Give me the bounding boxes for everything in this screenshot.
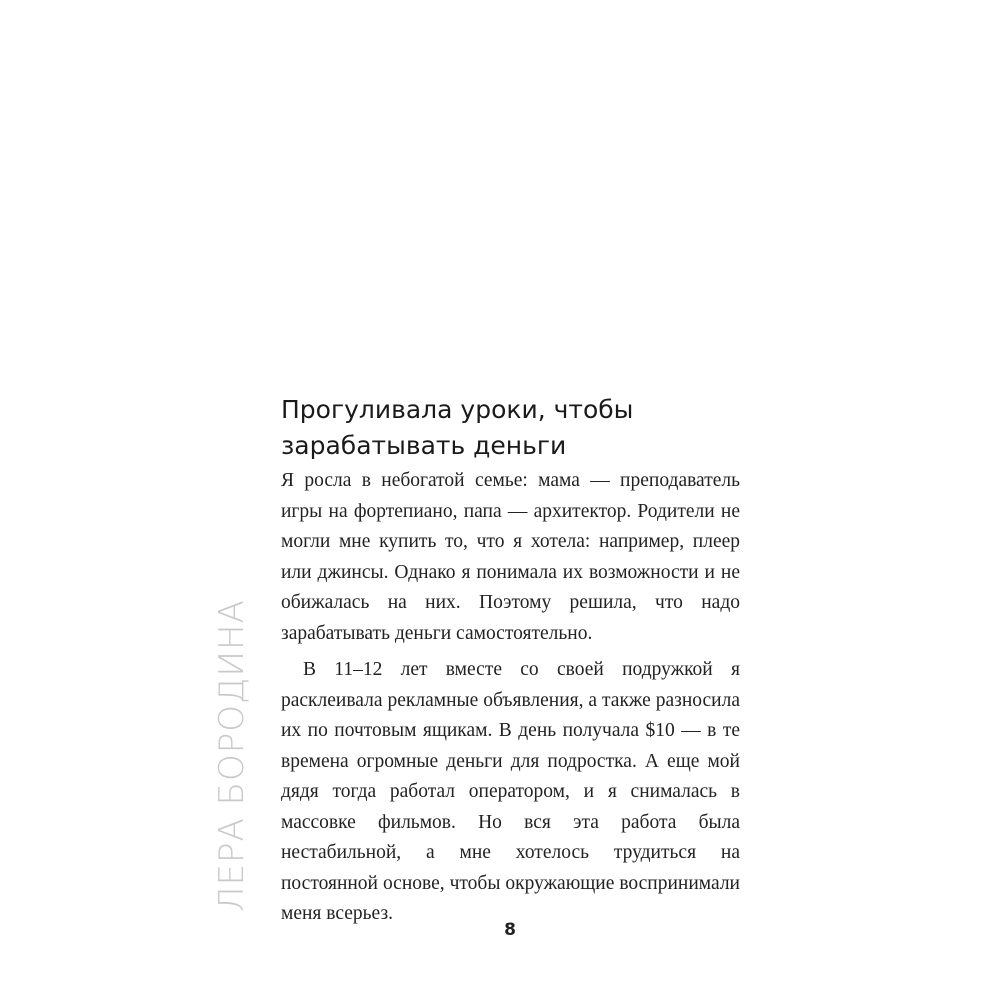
paragraph-2: В 11–12 лет вместе со своей подружкой я расклеивала рекламные объявления, а также разносила их по почтовым ящикам. В день получала $10 — в те времена огромные деньги для подростка. А еще мой дядя тогда работал оператором, и я снималась в массовке фильмов. Но вся эта работа была нестабильной, а мне хотелось трудиться на постоянной основе, чтобы окружающие воспринимали меня всерьез.: [281, 659, 740, 924]
body-text: [281, 466, 740, 930]
section-heading: Прогуливала уроки, чтобы зарабатывать деньги: [281, 395, 634, 460]
running-head-author: ЛЕРА БОРОДИНА: [212, 599, 252, 912]
page-number: 8: [504, 920, 516, 940]
paragraph-1: Я росла в небогатой семье: мама — преподаватель игры на фортепиано, папа — архитектор. Родители не могли мне купить то, что я хотела: например, плеер или джинсы. Однако я понимала их возможности и не обижалась на них. Поэтому решила, что надо зарабатывать деньги самостоятельно.: [281, 470, 740, 644]
